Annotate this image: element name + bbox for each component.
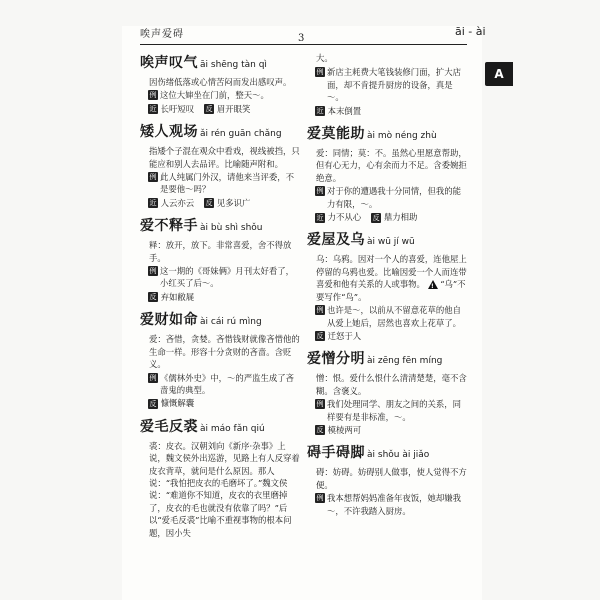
example-text: 也许是～，以前从不留意花草的他自从爱上她后，居然也喜欢上花草了。 — [327, 305, 461, 328]
synonym-label: 近 — [149, 199, 157, 208]
example-text: 这一期的《哥妹俩》月刊太好看了，小红买了后～。 — [160, 266, 294, 289]
example — [307, 398, 469, 423]
antonym: 慷慨解囊 — [160, 398, 195, 409]
example-label: 例 — [316, 400, 324, 409]
entry-head — [307, 123, 469, 146]
pinyin: ài shǒu ài jiǎo — [367, 450, 430, 461]
example-text: 对于你的遭遇我十分同情，但我的能力有限，～。 — [327, 186, 461, 209]
headword: 爱莫能助 — [307, 126, 365, 143]
example-label: 例 — [316, 494, 324, 503]
pinyin: ài wū jí wū — [367, 237, 415, 248]
continued-text: 大。 — [316, 53, 333, 63]
headword: 爱憎分明 — [307, 351, 365, 368]
entry-continued — [307, 66, 469, 117]
entry-head — [307, 348, 469, 371]
related-words — [140, 197, 302, 209]
related-words — [307, 105, 469, 117]
thumb-index-tab[interactable]: A — [485, 62, 513, 86]
entry — [140, 121, 302, 209]
left-column — [140, 52, 302, 545]
warning-icon — [428, 280, 438, 289]
example-label: 例 — [316, 68, 324, 77]
headword: 爱财如命 — [140, 312, 198, 329]
pinyin: ài mò néng zhù — [367, 131, 437, 142]
related-words — [307, 330, 469, 342]
definition: 因伤绪低落或心情苦闷而发出感叹声。 — [149, 77, 292, 87]
headword: 唉声叹气 — [140, 55, 198, 71]
entry — [307, 123, 469, 223]
pinyin: ài máo fǎn qiú — [200, 423, 265, 434]
example-label: 例 — [316, 306, 324, 315]
example-text: 新店主耗费大笔钱装修门面，扩大店面，却不肯提升厨房的设备，真是～。 — [327, 67, 461, 103]
running-header-left: 唉声爱碍 — [140, 29, 184, 40]
entry-head — [140, 52, 302, 75]
headword: 碍手碍脚 — [307, 445, 365, 462]
synonym: 长吁短叹 — [160, 103, 195, 114]
example — [307, 66, 469, 103]
example-label: 例 — [316, 187, 324, 196]
entry — [307, 442, 469, 517]
antonym: 弃如敝屣 — [160, 291, 195, 302]
example — [307, 304, 469, 329]
entry — [140, 309, 302, 409]
definition: 裘：皮衣。汉朝刘向《新序·杂事》上说，魏文侯外出巡游，见路上有人反穿着皮衣背草，就问是什么原因。那人说：“我怕把皮衣的毛磨坏了。”魏文侯说：“难道你不知道，皮衣的衣里磨掉了，皮衣的毛也就没有依靠了吗？”后以“爱毛反裘”比喻不重视事物的根本问题，因小失 — [149, 440, 300, 538]
related-words — [140, 291, 302, 303]
antonym-label: 反 — [316, 332, 324, 341]
example-label: 例 — [149, 173, 157, 182]
related-words — [140, 103, 302, 115]
related-words — [307, 424, 469, 436]
example-label: 例 — [149, 373, 157, 382]
antonym: 鼎力相助 — [383, 212, 418, 223]
definition: 爱：吝惜，贪婪。吝惜钱财就像吝惜他的生命一样。形容十分贪财的吝啬。含贬义。 — [149, 334, 300, 370]
example-text: 我本想帮妈妈准备年夜饭，她却嫌我～，不许我踏入厨房。 — [327, 493, 461, 516]
definition: 憎：恨。爱什么恨什么清清楚楚，毫不含糊。含褒义。 — [316, 373, 467, 396]
running-header-right: āi - ài — [455, 25, 486, 38]
antonym-label: 反 — [205, 105, 213, 114]
headword: 爱毛反裘 — [140, 418, 198, 435]
definition: 爱：同情；莫：不。虽然心里愿意帮助，但有心无力，心有余而力不足。含委婉拒绝意。 — [316, 148, 467, 183]
example-text: 此人纯属门外汉，请他来当评委，不是要他～吗？ — [160, 172, 294, 195]
pinyin: ài cái rú mìng — [200, 317, 262, 328]
entry-head — [140, 215, 302, 238]
antonym: 迁怒于人 — [327, 330, 362, 341]
synonym: 力不从心 — [327, 212, 362, 223]
entry — [140, 215, 302, 303]
entry-head — [140, 309, 302, 332]
synonym: 本末倒置 — [327, 105, 362, 116]
entry — [140, 416, 302, 539]
definition — [307, 253, 469, 303]
definition: 释：放开，放下。非常喜爱，舍不得放手。 — [149, 240, 292, 263]
entry-head — [307, 229, 469, 252]
entry — [307, 348, 469, 436]
synonym: 人云亦云 — [160, 197, 195, 208]
headword: 爱不释手 — [140, 218, 198, 235]
example — [307, 185, 469, 210]
warning-text: “乌”不要写作“鸟”。 — [316, 279, 466, 302]
right-column — [307, 52, 469, 523]
definition: 指矮个子混在观众中看戏，视线被挡，只能应和别人去品评。比喻随声附和。 — [149, 146, 300, 169]
headword: 爱屋及乌 — [307, 232, 365, 249]
example — [307, 492, 469, 517]
definition-text: 乌：乌鸦。因对一个人的喜爱，连他屋上停留的乌鸦也爱。比喻因爱一个人而连带喜爱和他有关系的人或事物。 — [316, 254, 467, 290]
example-text: 我们处理同学、朋友之间的关系，同样要有是非标准，～。 — [327, 399, 461, 422]
headword: 矮人观场 — [140, 124, 198, 141]
header-rule — [140, 44, 467, 45]
related-words — [140, 397, 302, 409]
antonym-label: 反 — [149, 399, 157, 408]
example-text: 《儒林外史》中，～的严监生成了吝啬鬼的典型。 — [160, 372, 294, 395]
entry-head — [140, 121, 302, 144]
entry-head — [140, 416, 302, 439]
example — [140, 265, 302, 290]
antonym: 眉开眼笑 — [216, 103, 251, 114]
example-label: 例 — [149, 267, 157, 276]
antonym-label: 反 — [372, 213, 380, 222]
synonym-label: 近 — [149, 105, 157, 114]
entry-head — [307, 442, 469, 465]
antonym: 见多识广 — [216, 197, 251, 208]
pinyin: ài zēng fēn míng — [367, 356, 443, 367]
example — [140, 171, 302, 196]
example-text: 这位大婶坐在门前，整天～。 — [160, 90, 269, 101]
example — [140, 372, 302, 397]
page-number: 3 — [298, 33, 305, 44]
antonym-label: 反 — [316, 426, 324, 435]
antonym: 模棱两可 — [327, 424, 362, 435]
example — [140, 89, 302, 101]
pinyin: ǎi rén guān chǎng — [200, 129, 282, 140]
antonym-label: 反 — [205, 199, 213, 208]
synonym-label: 近 — [316, 213, 324, 222]
pinyin: āi shēng tàn qì — [200, 60, 267, 70]
antonym-label: 反 — [149, 293, 157, 302]
definition: 碍：妨碍。妨碍别人做事，使人觉得不方便。 — [316, 467, 467, 490]
pinyin: ài bù shì shǒu — [200, 223, 263, 234]
entry — [307, 229, 469, 342]
entry — [140, 52, 302, 115]
synonym-label: 近 — [316, 107, 324, 116]
example-label: 例 — [149, 91, 157, 100]
related-words — [307, 211, 469, 223]
